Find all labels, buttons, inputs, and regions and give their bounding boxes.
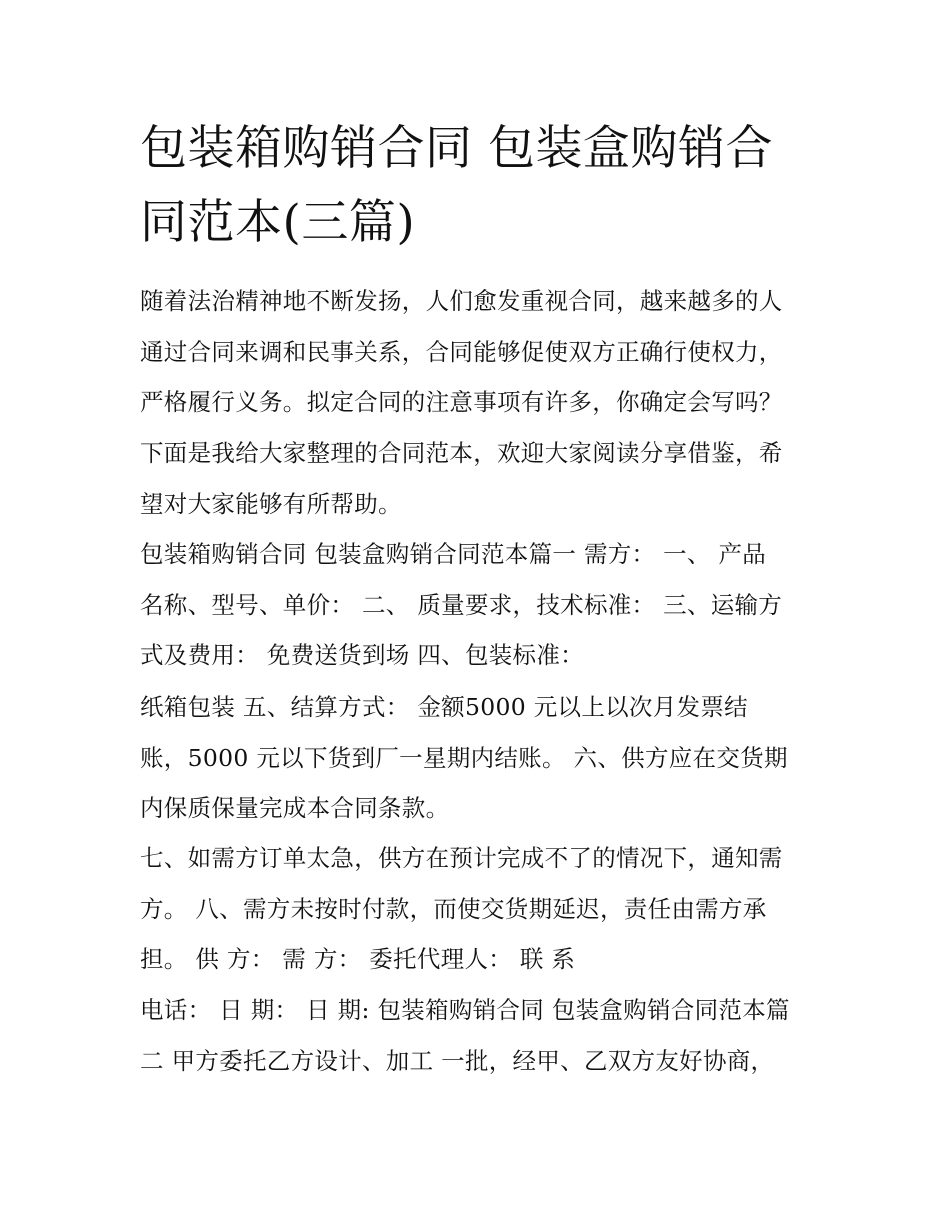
text-line: 担。 供 方： 需 方： 委托代理人： 联 系 bbox=[140, 945, 576, 974]
title-line: 包装箱购销合同 包装盒购销合 bbox=[140, 121, 773, 176]
text-line: 电话： 日 期： 日 期: 包装箱购销合同 包装盒购销合同范本篇 bbox=[140, 996, 790, 1024]
text-line: 名称、型号、单价： 二、 质量要求，技术标准： 三、运输方 bbox=[140, 590, 783, 619]
text-line: 内保质保量完成本合同条款。 bbox=[140, 794, 450, 823]
text-line: 通过合同来调和民事关系，合同能够促使双方正确行使权力， bbox=[140, 337, 783, 366]
contract-paragraph-1 bbox=[140, 529, 830, 681]
intro-paragraph bbox=[140, 276, 830, 530]
text-line: 包装箱购销合同 包装盒购销合同范本篇一 需方： 一、 产品 bbox=[140, 540, 767, 568]
text-line: 随着法治精神地不断发扬，人们愈发重视合同，越来越多的人 bbox=[140, 287, 783, 315]
text-line: 望对大家能够有所帮助。 bbox=[140, 489, 402, 518]
text-line: 账，5000 元以下货到厂一星期内结账。 六、供方应在交货期 bbox=[140, 743, 788, 772]
contract-paragraph-4 bbox=[140, 985, 830, 1086]
text-line: 式及费用： 免费送货到场 四、包装标准： bbox=[140, 641, 584, 670]
text-line: 方。 八、需方未按时付款，而使交货期延迟，责任由需方承 bbox=[140, 894, 767, 923]
title-line: 同范本(三篇) bbox=[140, 195, 416, 250]
contract-paragraph-3 bbox=[140, 833, 830, 985]
document-title bbox=[140, 112, 830, 260]
text-line: 二 甲方委托乙方设计、加工 一批，经甲、乙双方友好协商， bbox=[140, 1046, 775, 1075]
text-line: 下面是我给大家整理的合同范本，欢迎大家阅读分享借鉴，希 bbox=[140, 439, 783, 468]
contract-paragraph-2 bbox=[140, 682, 830, 834]
text-line: 严格履行义务。拟定合同的注意事项有许多，你确定会写吗？ bbox=[140, 388, 783, 417]
text-line: 七、如需方订单太急，供方在预计完成不了的情况下，通知需 bbox=[140, 844, 783, 872]
text-line: 纸箱包装 五、结算方式： 金额5000 元以上以次月发票结 bbox=[140, 693, 748, 721]
